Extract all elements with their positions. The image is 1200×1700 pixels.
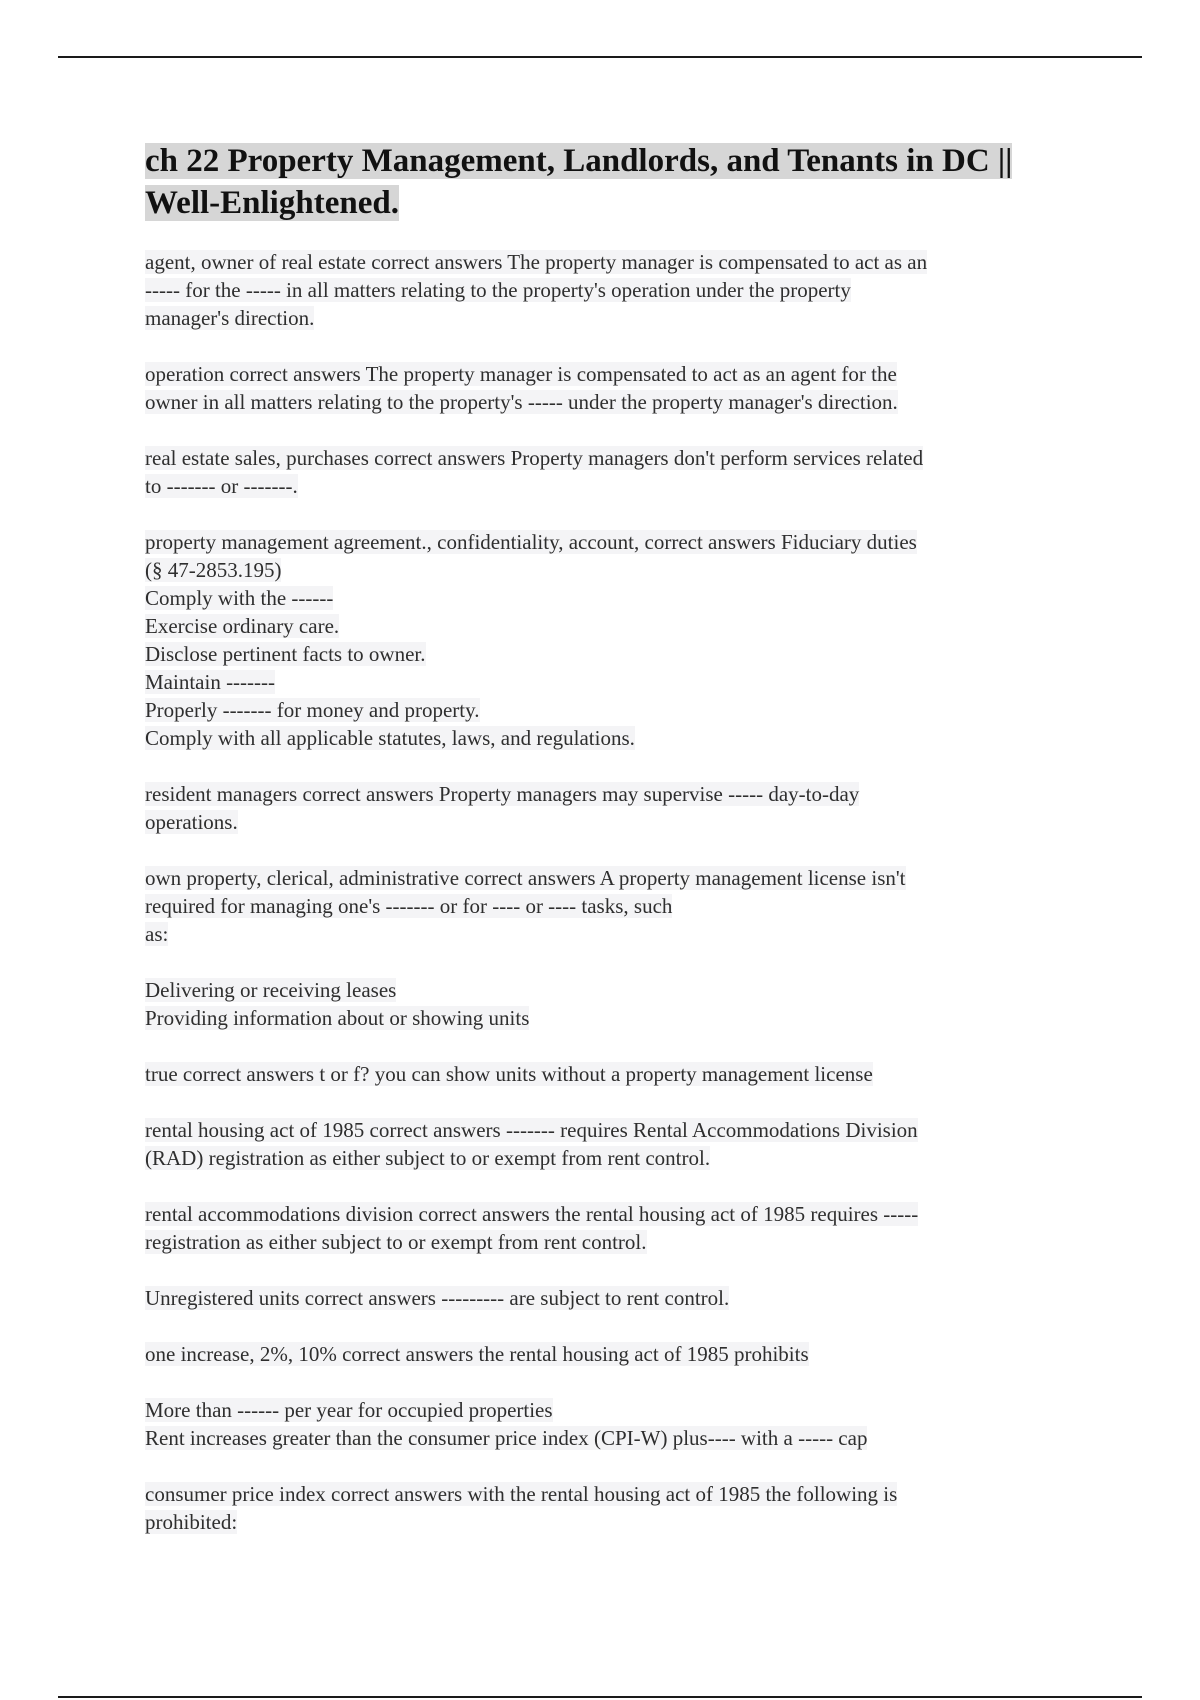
flashcard-line (145, 724, 1065, 752)
flashcard-line-text: registration as either subject to or exempt from rent control. (145, 1230, 647, 1254)
flashcard-line (145, 920, 1065, 948)
flashcard-line (145, 1004, 1065, 1032)
top-rule (58, 56, 1142, 58)
line-gap (145, 948, 1065, 976)
flashcard-line (145, 612, 1065, 640)
flashcard-entry (145, 444, 1065, 500)
flashcard-line (145, 864, 1065, 892)
flashcard-entry (145, 1340, 1065, 1452)
flashcard-line-text: manager's direction. (145, 306, 315, 330)
flashcard-line (145, 1424, 1065, 1452)
flashcard-line-text: Properly ------- for money and property. (145, 698, 480, 722)
flashcard-line (145, 584, 1065, 612)
flashcard-line-text: operations. (145, 810, 238, 834)
flashcard-line-text: (§ 47-2853.195) (145, 558, 282, 582)
bottom-rule (58, 1696, 1142, 1698)
flashcard-line-text: rental accommodations division correct answers the rental housing act of 1985 requires ----- (145, 1202, 919, 1226)
flashcard-line (145, 528, 1065, 556)
flashcard-line-text: ----- for the ----- in all matters relating to the property's operation under the property (145, 278, 851, 302)
flashcard-line (145, 248, 1065, 276)
flashcard-line (145, 304, 1065, 332)
flashcard-line (145, 976, 1065, 1004)
flashcard-line-text: as: (145, 922, 169, 946)
page-title-text: ch 22 Property Management, Landlords, and Tenants in DC || Well-Enlightened. (145, 143, 1013, 221)
flashcard-line (145, 1508, 1065, 1536)
flashcard-entry (145, 780, 1065, 836)
flashcard-line-text: Rent increases greater than the consumer price index (CPI-W) plus---- with a ----- cap (145, 1426, 868, 1450)
flashcard-entry (145, 1116, 1065, 1172)
flashcard-line-text: required for managing one's ------- or for ---- or ---- tasks, such (145, 894, 673, 918)
flashcard-line-text: More than ------ per year for occupied properties (145, 1398, 553, 1422)
flashcard-line-text: property management agreement., confidentiality, account, correct answers Fiduciary duties (145, 530, 917, 554)
flashcard-line (145, 388, 1065, 416)
flashcard-line-text: Maintain ------- (145, 670, 276, 694)
flashcard-line (145, 1284, 1065, 1312)
flashcard-line-text: (RAD) registration as either subject to or exempt from rent control. (145, 1146, 711, 1170)
flashcard-line-text: Disclose pertinent facts to owner. (145, 642, 426, 666)
flashcard-line-text: Comply with the ------ (145, 586, 334, 610)
flashcard-line-text: agent, owner of real estate correct answers The property manager is compensated to act as an (145, 250, 928, 274)
line-gap (145, 1368, 1065, 1396)
flashcard-line-text: owner in all matters relating to the property's ----- under the property manager's direction. (145, 390, 898, 414)
flashcard-line (145, 472, 1065, 500)
flashcard-entry (145, 1480, 1065, 1536)
flashcard-entry (145, 528, 1065, 752)
flashcard-line (145, 1144, 1065, 1172)
flashcard-line-text: Exercise ordinary care. (145, 614, 340, 638)
flashcard-line (145, 1396, 1065, 1424)
flashcard-line (145, 696, 1065, 724)
flashcard-line (145, 640, 1065, 668)
flashcard-line (145, 1116, 1065, 1144)
flashcard-entry (145, 248, 1065, 332)
flashcard-line (145, 556, 1065, 584)
flashcard-line (145, 1060, 1065, 1088)
flashcard-entry (145, 1284, 1065, 1312)
flashcard-line (145, 360, 1065, 388)
flashcard-line (145, 780, 1065, 808)
flashcard-line (145, 1200, 1065, 1228)
flashcard-entry (145, 360, 1065, 416)
flashcard-line (145, 444, 1065, 472)
flashcard-line-text: real estate sales, purchases correct answers Property managers don't perform services related (145, 446, 924, 470)
flashcard-entry (145, 1200, 1065, 1256)
flashcard-entry (145, 864, 1065, 1032)
flashcard-line (145, 1340, 1065, 1368)
flashcard-line (145, 668, 1065, 696)
flashcard-line (145, 1228, 1065, 1256)
page-title (145, 140, 1065, 224)
flashcard-line-text: to ------- or -------. (145, 474, 298, 498)
flashcard-line-text: Delivering or receiving leases (145, 978, 397, 1002)
flashcard-list (145, 248, 1065, 1536)
flashcard-line-text: rental housing act of 1985 correct answers ------- requires Rental Accommodations Division (145, 1118, 918, 1142)
flashcard-line-text: own property, clerical, administrative correct answers A property management license isn't (145, 866, 906, 890)
flashcard-line (145, 276, 1065, 304)
flashcard-line (145, 892, 1065, 920)
flashcard-line-text: Comply with all applicable statutes, laws, and regulations. (145, 726, 635, 750)
flashcard-line-text: consumer price index correct answers with the rental housing act of 1985 the following is (145, 1482, 898, 1506)
flashcard-line-text: Unregistered units correct answers --------- are subject to rent control. (145, 1286, 730, 1310)
flashcard-line (145, 808, 1065, 836)
flashcard-line-text: one increase, 2%, 10% correct answers the rental housing act of 1985 prohibits (145, 1342, 809, 1366)
flashcard-line-text: true correct answers t or f? you can show units without a property management license (145, 1062, 873, 1086)
flashcard-line-text: operation correct answers The property manager is compensated to act as an agent for the (145, 362, 897, 386)
flashcard-line-text: Providing information about or showing units (145, 1006, 530, 1030)
flashcard-entry (145, 1060, 1065, 1088)
flashcard-line-text: resident managers correct answers Property managers may supervise ----- day-to-day (145, 782, 860, 806)
flashcard-line-text: prohibited: (145, 1510, 238, 1534)
document-body (145, 140, 1065, 1564)
flashcard-line (145, 1480, 1065, 1508)
